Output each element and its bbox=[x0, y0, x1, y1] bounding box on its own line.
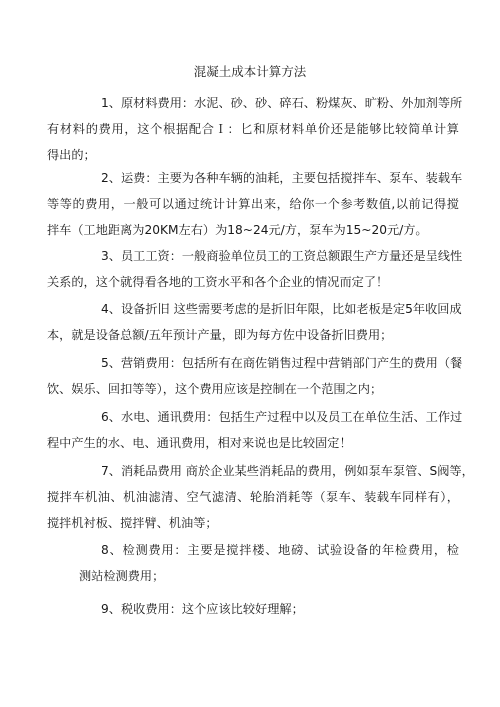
paragraph-line: 2、运费：主要为各种车辆的油耗，主要包括搅拌车、泵车、装载车 bbox=[101, 171, 463, 185]
paragraph-line: 程中产生的水、电、通讯费用，相对来说也是比较固定！ bbox=[47, 436, 352, 450]
paragraph-line: 3、员工工资：一般商验单位员工的工资总额跟生产方量还是呈线性 bbox=[101, 249, 463, 263]
paragraph-line: 本，就是设备总额/五年预计产量，即为每方佐中设备折旧费用； bbox=[47, 328, 393, 342]
paragraph-line: 5、营销费用：包括所有在商佐销售过程中营销部门产生的费用（餐 bbox=[101, 356, 463, 370]
paragraph-line: 9、税收费用：这个应该比较好理解； bbox=[101, 602, 304, 616]
paragraph-marketing bbox=[47, 350, 463, 402]
paragraph-consumables bbox=[47, 458, 474, 536]
paragraph-line: 4、设备折旧 这些需要考虑的是折旧年限，比如老板是定5年收回成 bbox=[101, 302, 462, 316]
paragraph-depreciation bbox=[47, 296, 462, 348]
paragraph-line: 得出的； bbox=[47, 148, 96, 162]
paragraph-line: 有材料的费用，这个根据配合Ｉ：匕和原材料单价还是能够比较简单计算 bbox=[47, 122, 459, 136]
paragraph-line: 拌车（工地距离为20KM左右）为18~24元/方，泵车为15~20元/方。 bbox=[47, 223, 428, 237]
paragraph-transport bbox=[47, 165, 463, 243]
paragraph-line: 关系的，这个就得看各地的工资水平和各个企业的情况而定了！ bbox=[47, 275, 389, 289]
paragraph-utilities bbox=[47, 404, 463, 456]
paragraph-line: 测站检测费用； bbox=[79, 569, 165, 583]
paragraph-line: 8、检测费用：主要是搅拌楼、地磅、试验设备的年检费用，检 bbox=[101, 543, 459, 557]
paragraph-line: 1、原材料费用：水泥、砂、砂、碎石、粉煤灰、旷粉、外加剂等所 bbox=[101, 96, 463, 110]
paragraph-raw-materials bbox=[47, 90, 463, 168]
paragraph-line: 饮、娱乐、回扣等等），这个费用应该是控制在一个范围之内； bbox=[47, 382, 383, 396]
paragraph-line: 等等的费用，一般可以通过统计计算出来，给你一个参考数值,以前记得搅 bbox=[47, 197, 459, 211]
paragraph-wages bbox=[47, 243, 463, 295]
paragraph-line: 搅拌机衬板、搅拌臂、机油等； bbox=[47, 516, 218, 530]
paragraph-taxes bbox=[47, 596, 459, 622]
paragraph-line: 7、消耗品费用 商於企业某些消耗品的费用，例如泵车泵管、S阀等， bbox=[101, 464, 474, 478]
paragraph-line: 6、水电、通讯费用：包括生产过程中以及员工在单位生活、工作过 bbox=[101, 410, 463, 424]
paragraph-inspection bbox=[47, 537, 459, 589]
document-title: 混凝土成本计算方法 bbox=[193, 64, 307, 79]
paragraph-line: 搅拌车机油、机油滤清、空气滤清、轮胎消耗等（泵车、装载车同样有）， bbox=[47, 490, 459, 504]
